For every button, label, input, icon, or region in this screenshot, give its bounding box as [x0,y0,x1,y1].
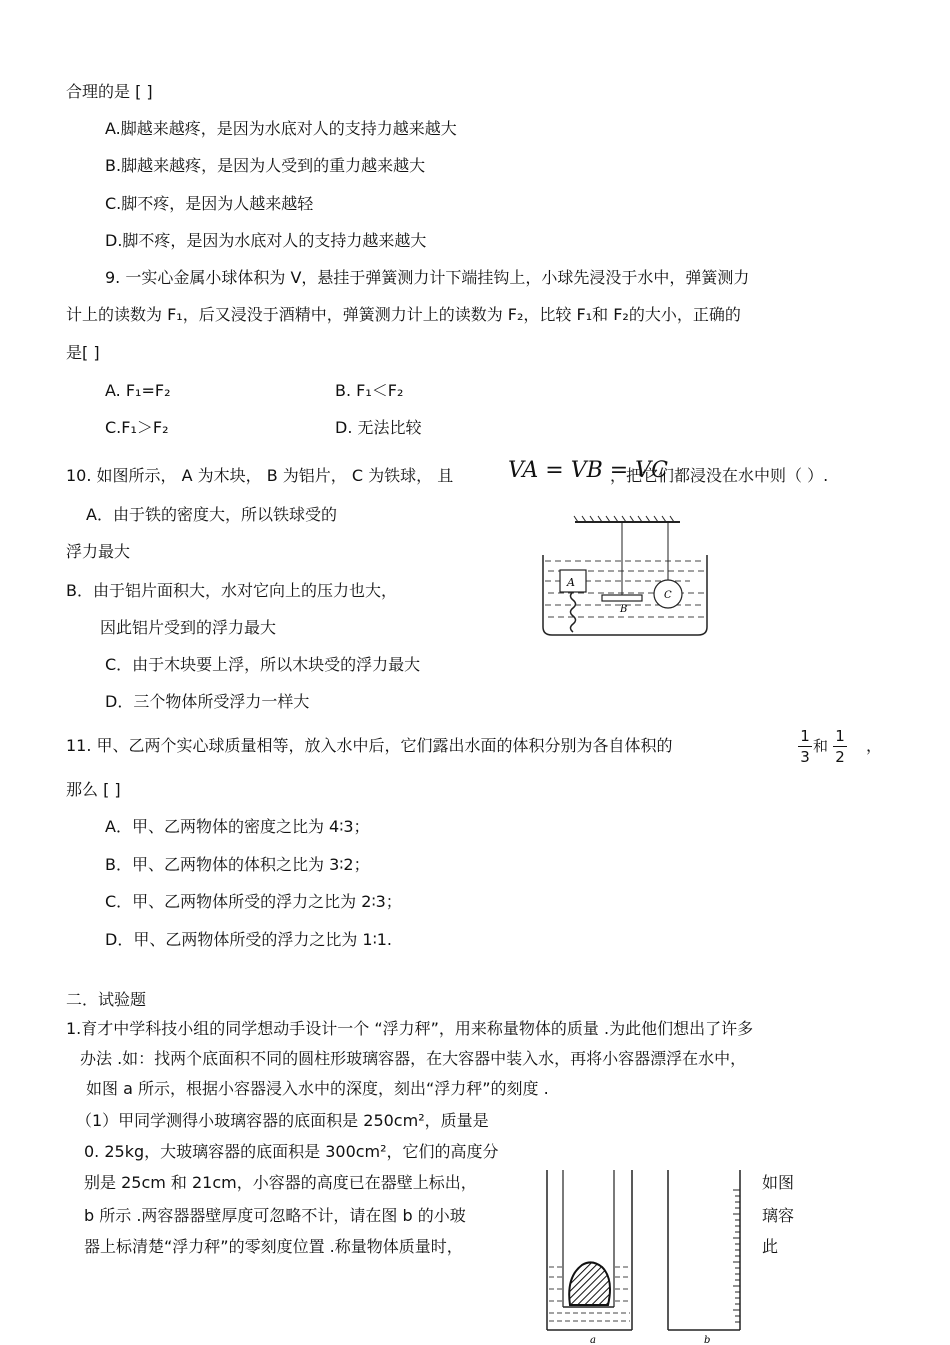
q10-option-a-line1: A．由于铁的密度大，所以铁球受的 [86,505,337,524]
q9-line3: 是[ ] [66,343,100,362]
q8-option-a: A.脚越来越疼，是因为水底对人的支持力越来越大 [105,119,457,138]
q9-line1: 9. 一实心金属小球体积为 V，悬挂于弹簧测力计下端挂钩上，小球先浸没于水中，弹簧测力 [105,268,750,287]
q10-stem-b: ，把它们都浸没在水中则（ ）. [610,466,829,485]
section2-p7-right: 璃容 [762,1206,795,1225]
q9-option-c: C.F₁＞F₂ [105,418,169,437]
section2-p7: b 所示 .两容器器壁厚度可忽略不计，请在图 b 的小玻 [84,1206,466,1225]
q11-option-b: B．甲、乙两物体的体积之比为 3∶2； [105,855,370,874]
q11-option-c: C．甲、乙两物体所受的浮力之比为 2∶3； [105,892,402,911]
figure-a-object [569,1262,610,1305]
section2-p5: 0. 25kg，大玻璃容器的底面积是 300cm²，它们的高度分 [84,1142,499,1161]
section2-p6-right: 如图 [762,1173,795,1192]
q11-frac1-den: 3 [800,748,810,766]
section2-p8: 器上标清楚“浮力秤”的零刻度位置 .称量物体质量时， [84,1237,463,1256]
q11-fraction-1 [798,727,812,766]
q10-label-b: B [620,604,628,615]
q10-option-b-line2: 因此铝片受到的浮力最大 [100,618,277,637]
q8-option-c: C.脚不疼，是因为人越来越轻 [105,194,314,213]
section2-p2: 办法 .如：找两个底面积不同的圆柱形玻璃容器，在大容器中装入水，再将小容器漂浮在水中， [80,1049,747,1068]
q11-option-d: D．甲、乙两物体所受的浮力之比为 1∶1. [105,930,393,949]
q9-option-a: A. F₁=F₂ [105,381,171,400]
q8-stem-tail: 合理的是 [ ] [66,82,153,101]
q11-option-a: A．甲、乙两物体的密度之比为 4∶3； [105,817,370,836]
q10-stem-a: 10. 如图所示， A 为木块， B 为铝片， C 为铁球， 且 [66,466,454,485]
q10-figure-tank [540,515,710,640]
q10-option-b-line1: B．由于铝片面积大，水对它向上的压力也大， [66,581,397,600]
section2-p6: 别是 25cm 和 21cm，小容器的高度已在器壁上标出， [84,1173,477,1192]
q11-and: 和 [813,737,829,755]
section2-p8-right: 此 [762,1237,779,1256]
q8-option-b: B.脚越来越疼，是因为人受到的重力越来越大 [105,156,426,175]
figure-a-containers [540,1165,650,1345]
section2-p4: （1）甲同学测得小玻璃容器的底面积是 250cm²，质量是 [76,1111,489,1130]
figure-b-container [660,1165,755,1345]
q11-stem: 11. 甲、乙两个实心球质量相等，放入水中后，它们露出水面的体积分别为各自体积的 [66,736,673,755]
q11-comma: ， [866,736,883,755]
q10-option-d: D．三个物体所受浮力一样大 [105,692,310,711]
figure-b-label: b [704,1335,711,1345]
q9-option-b: B. F₁＜F₂ [335,381,404,400]
section2-p3: 如图 a 所示，根据小容器浸入水中的深度，刻出“浮力秤”的刻度 . [86,1079,549,1098]
q10-label-a: A [567,576,575,589]
q10-option-c: C．由于木块要上浮，所以木块受的浮力最大 [105,655,421,674]
figure-a-label: a [590,1335,596,1345]
section2-p1: 1.育才中学科技小组的同学想动手设计一个 “浮力秤”，用来称量物体的质量 .为此他们想出了许多 [66,1019,754,1038]
q10-option-a-line2: 浮力最大 [66,542,131,561]
q11-fraction-2 [833,727,847,766]
q11-line2: 那么 [ ] [66,780,121,799]
q11-frac2-den: 2 [835,748,845,766]
q10-formula-text: VA = VB = VC [508,458,668,483]
section2-heading: 二．试验题 [66,990,147,1009]
q10-plate-b [602,595,642,601]
q8-option-d: D.脚不疼，是因为水底对人的支持力越来越大 [105,231,427,250]
q11-frac2-num: 1 [835,727,845,745]
q9-line2: 计上的读数为 F₁，后又浸没于酒精中，弹簧测力计上的读数为 F₂，比较 F₁和 F₂的大小，正确的 [66,305,741,324]
q11-frac1-num: 1 [800,727,810,745]
q10-label-c: C [664,590,672,601]
q9-option-d: D. 无法比较 [335,418,422,437]
